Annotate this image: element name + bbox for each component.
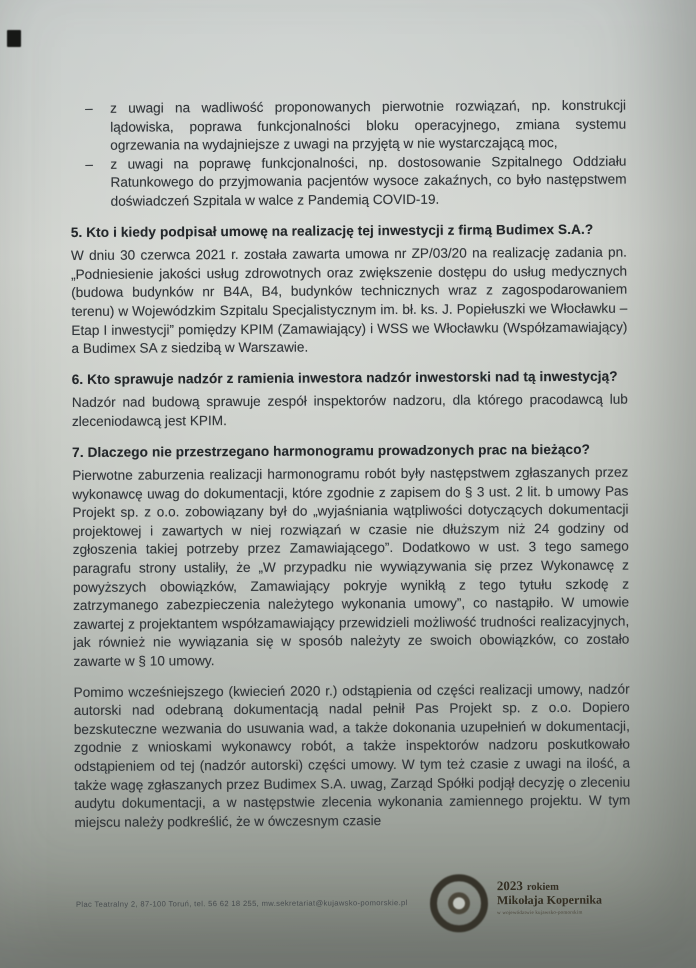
question-heading-7: 7. Dlaczego nie przestrzegano harmonogramu prowadzonych prac na bieżąco? [72, 441, 591, 460]
copernicus-anniversary-logo [430, 874, 602, 933]
question-heading-5: 5. Kto i kiedy podpisał umowę na realizację tej inwestycji z firmą Budimex S.A.? [70, 221, 594, 240]
bullet-list [70, 97, 627, 212]
logo-ring-icon [430, 874, 488, 932]
corner-mark [7, 30, 21, 47]
question-heading-6: 6. Kto sprawuje nadzór z ramienia inwestora nadzór inwestorski nad tą inwestycją? [71, 368, 618, 387]
bullet-text: z uwagi na wadliwość proponowanych pierwotnie rozwiązań, np. konstrukcji lądowiska, poprawa funkcjonalności bloku operacyjnego, zmiana systemu ogrzewania na wydajniejsze z uwagi na przyjętą w nie wystarczającą moc, [110, 97, 627, 153]
answer-paragraph-5: W dniu 30 czerwca 2021 r. została zawarta umowa nr ZP/03/20 na realizację zadania pn. „Podniesienie jakości usług zdrowotnych oraz zwiększenie dostępu do usług medycznych (budowa budynków nr B4A, B4, budynków technicznych wraz z zagospodarowaniem terenu) w Wojewódzkim Szpitalu Specjalistycznym im. bł. ks. J. Popiełuszki we Włocławku – Etap I inwestycji” pomiędzy KPIM (Zamawiający) i WSS we Włocławku (Współzamawiający) a Budimex SA z siedzibą w Warszawie. [70, 244, 628, 357]
logo-text [497, 874, 602, 921]
logo-subtitle: w województwie kujawsko-pomorskim [497, 910, 583, 917]
answer-paragraph-6: Nadzór nad budową sprawuje zespół inspektorów nadzoru, dla którego pracodawcą lub zleceniodawcą jest KPIM. [71, 391, 628, 429]
logo-ring-center-icon [448, 892, 470, 914]
logo-year: 2023 [496, 877, 523, 894]
answer-paragraph-7b: Pomimo wcześniejszego (kwiecień 2020 r.) odstąpienia od części realizacji umowy, nadzór autorski nad odebraną dokumentacją nadal pełnił Pas Projekt sp. z o.o. Dopiero bezskuteczne wezwania do usuwania wad, a także dokonania uzupełnień w dokumentacji, zgodnie z wnioskami wykonawcy robót, a także inspektorów nadzoru poskutkowało odstąpieniem od tej (nadzór autorski) części umowy. W tym też czasie z uwagi na ilość, a także wagę zgłaszanych przez Budimex S.A. uwag, Zarząd Spółki podjął decyzję o zleceniu audytu dokumentacji, a w następstwie zlecenia wykonania zamiennego projektu. W tym miejscu należy podkreślić, że w ówczesnym czasie [73, 681, 631, 830]
bullet-dash: – [85, 156, 94, 172]
bullet-item [70, 152, 626, 211]
page-content [70, 97, 630, 833]
bullet-text: z uwagi na poprawę funkcjonalności, np. dostosowanie Szpitalnego Oddziału Ratunkowego do przyjmowania pacjentów wysoce zakaźnych, co było następstwem doświadczeń Szpitala w walce z Pandemią COVID-19. [110, 153, 627, 209]
answer-paragraph-7a: Pierwotne zaburzenia realizacji harmonogramu robót były następstwem zgłaszanych przez wykonawcę uwag do dokumentacji, które zgodnie z zapisem do § 3 ust. 2 lit. b umowy Pas Projekt sp. z o.o. zobowiązany był do „wyjaśniania wątpliwości dotyczących dokumentacji projektowej i zawartych w niej rozwiązań w czasie nie dłuższym niż 24 godziny od zgłoszenia takiej potrzeby przez Zamawiającego”. Dodatkowo w ust. 3 tego samego paragrafu strony ustaliły, że „W przypadku nie wywiązywania się przez Wykonawcę z powyższych obowiązków, Zamawiający pokryje wynikłą z tego tytułu szkodę z zatrzymanego zabezpieczenia należytego wykonania umowy”, co nastąpiło. W umowie zawartej z projektantem współzamawiający przewidzieli możliwość trudności realizacyjnych, jak również nie wywiązania się w sposób należyty ze swoich obowiązków, co zostało zawarte w § 10 umowy. [72, 464, 630, 670]
bullet-item [70, 97, 626, 156]
footer-address: Plac Teatralny 2, 87-100 Toruń, tel. 56 62 18 255, mw.sekretariat@kujawsko-pomorskie.pl [75, 898, 408, 909]
bullet-dash: – [85, 100, 93, 116]
logo-title: Mikołaja Kopernika [496, 892, 603, 908]
logo-year-suffix: rokiem [526, 881, 559, 893]
